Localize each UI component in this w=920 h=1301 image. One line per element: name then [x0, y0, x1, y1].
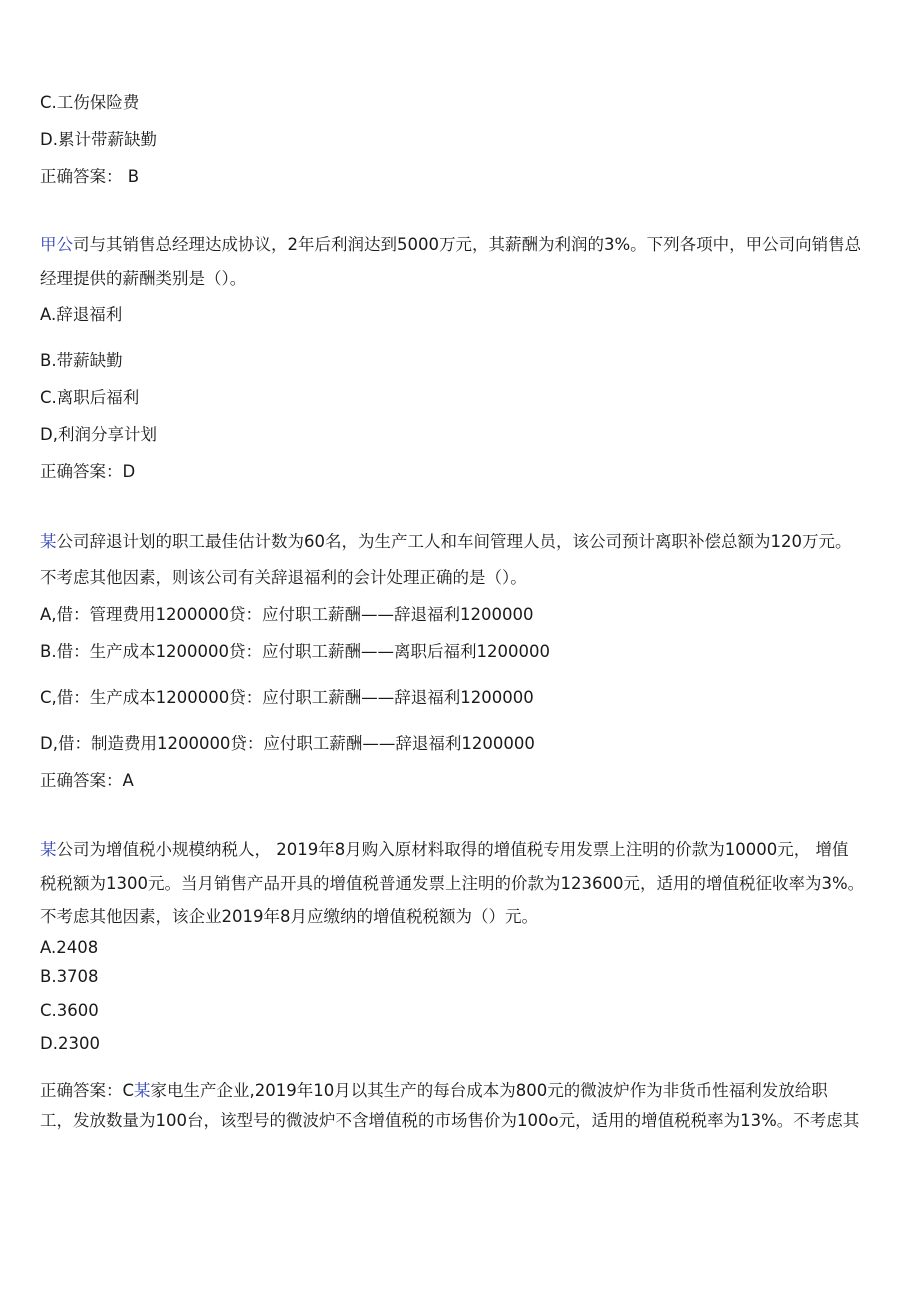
question-3-text-line-2: 税税额为1300元。当月销售产品开具的增值税普通发票上注明的价款为123600元，适用的增值税征收率为3%。 — [40, 874, 865, 893]
option-d: D.2300 — [40, 1034, 100, 1053]
option-a: A,借：管理费用1200000贷：应付职工薪酬——辞退福利1200000 — [40, 605, 534, 624]
option-c: C.工伤保险费 — [40, 93, 140, 112]
option-c: C.离职后福利 — [40, 388, 140, 407]
option-b: B.带薪缺勤 — [40, 351, 123, 370]
option-a: A.2408 — [40, 938, 99, 957]
question-1-text-line-1: 甲公司与其销售总经理达成协议，2年后利润达到5000万元，其薪酬为利润的3%。下列各项中，甲公司向销售总 — [40, 235, 862, 254]
option-a: A.辞退福利 — [40, 305, 123, 324]
option-b: B.3708 — [40, 967, 99, 986]
question-2-text-line-2: 不考虑其他因素，则该公司有关辞退福利的会计处理正确的是（）。 — [40, 568, 527, 587]
question-4-text-line-2: 工，发放数量为100台，该型号的微波炉不含增值税的市场售价为100o元，适用的增值税税率为13%。不考虑其 — [40, 1111, 860, 1130]
option-c: C.3600 — [40, 1001, 99, 1020]
option-d: D.累计带薪缺勤 — [40, 130, 157, 149]
option-d: D,利润分享计划 — [40, 425, 157, 444]
answer-line: 正确答案：A — [40, 771, 134, 790]
option-b: B.借：生产成本1200000贷：应付职工薪酬——离职后福利1200000 — [40, 642, 551, 661]
question-4-text-line-1: 正确答案：C某家电生产企业,2019年10月以其生产的每台成本为800元的微波炉作为非货币性福利发放给职 — [40, 1081, 828, 1100]
question-3-text-line-1: 某公司为增值税小规模纳税人， 2019年8月购入原材料取得的增值税专用发票上注明的价款为10000元， 增值 — [40, 840, 849, 859]
answer-line: 正确答案：C — [40, 1081, 135, 1100]
question-2-lead: 某 — [40, 532, 57, 551]
question-3-text-line-3: 不考虑其他因素，该企业2019年8月应缴纳的增值税税额为（）元。 — [40, 907, 538, 926]
question-4-lead: 某 — [134, 1081, 151, 1100]
answer-line: 正确答案： B — [40, 167, 140, 186]
option-c: C,借：生产成本1200000贷：应付职工薪酬——辞退福利1200000 — [40, 688, 534, 707]
question-3-lead: 某 — [40, 840, 57, 859]
answer-line: 正确答案：D — [40, 462, 136, 481]
question-1-text-line-2: 经理提供的薪酬类别是（）。 — [40, 269, 247, 288]
question-2-text-line-1: 某公司辞退计划的职工最佳估计数为60名，为生产工人和车间管理人员，该公司预计离职补偿总额为120万元。 — [40, 532, 852, 551]
question-1-lead: 甲公 — [40, 235, 73, 254]
option-d: D,借：制造费用1200000贷：应付职工薪酬——辞退福利1200000 — [40, 734, 535, 753]
